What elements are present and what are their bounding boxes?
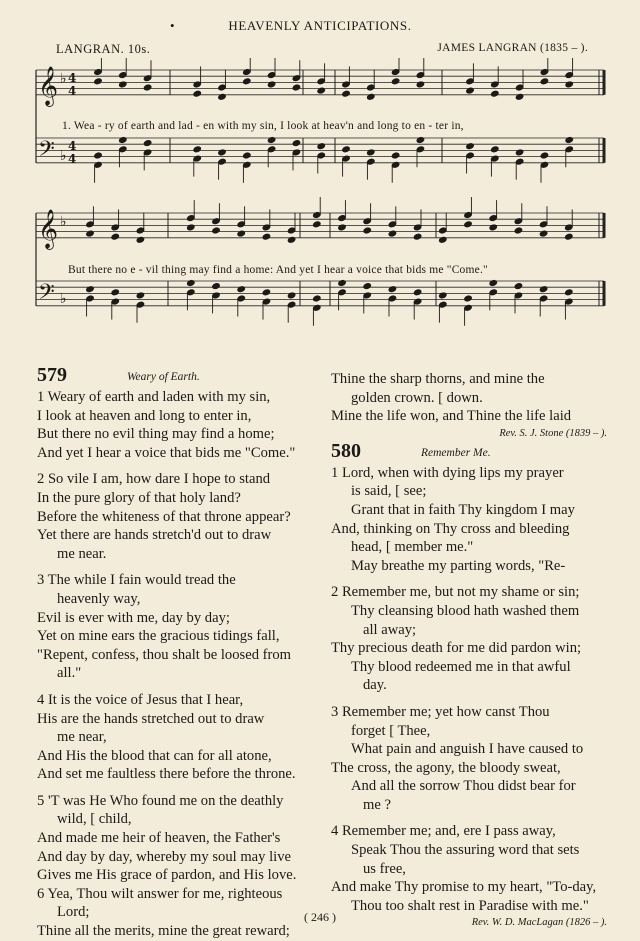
note-head xyxy=(565,81,574,88)
flat-icon: ♭ xyxy=(60,148,67,164)
note-head xyxy=(564,289,573,296)
note-head xyxy=(413,233,422,240)
verse-line: forget [ Thee, xyxy=(351,722,431,739)
verse-line: wild, [ child, xyxy=(57,811,132,828)
note-head xyxy=(136,236,145,243)
note-head xyxy=(413,289,422,296)
note-head xyxy=(489,279,498,286)
verse-line: me ? xyxy=(363,796,391,813)
hymn-579 xyxy=(37,366,319,941)
verse-line: Thy cleansing blood hath washed them xyxy=(351,602,580,619)
note-head xyxy=(464,221,473,228)
verse-line: all away; xyxy=(363,621,417,638)
note-head xyxy=(342,90,351,97)
tune-name: LANGRAN. 10s. xyxy=(56,42,151,56)
note-head xyxy=(292,84,301,91)
note-head xyxy=(237,285,246,292)
note-head xyxy=(94,78,103,85)
note-head xyxy=(237,230,246,237)
note-head xyxy=(539,230,548,237)
note-head xyxy=(416,81,425,88)
note-head xyxy=(366,149,375,156)
verse-line: Yet there are hands stretch'd out to draw xyxy=(37,527,272,544)
note-head xyxy=(363,282,372,289)
hymn-580-stanza-4 xyxy=(331,822,613,915)
note-head xyxy=(212,227,221,234)
time-signature-icon: 4 xyxy=(68,71,77,85)
verse-line: day. xyxy=(363,677,387,694)
hymn-580-credit: Rev. W. D. MacLagan (1826 – ). xyxy=(471,917,607,929)
verse-line: Thy precious death for me did pardon win; xyxy=(331,640,582,657)
verse-line: And, thinking on Thy cross and bleeding xyxy=(331,520,570,537)
time-signature-icon: 4 xyxy=(68,84,77,98)
note-head xyxy=(514,282,523,289)
hymn-579-title: Weary of Earth. xyxy=(127,371,200,383)
verse-line: His are the hands stretched out to draw xyxy=(37,710,265,727)
verse-line: 4 It is the voice of Jesus that I hear, xyxy=(37,691,244,708)
hymn-579-stanza-5 xyxy=(37,792,319,885)
treble-clef-icon: 𝄞 xyxy=(38,66,59,106)
tune-composer: JAMES LANGRAN (1835 – ). xyxy=(437,42,588,54)
hymn-580-number: 580 xyxy=(331,439,361,462)
verse-line: 1 Lord, when with dying lips my prayer xyxy=(331,464,564,481)
verse-line: head, [ member me." xyxy=(351,539,474,556)
verse-line: I look at heaven and long to enter in, xyxy=(37,407,252,424)
verse-line: Thine all the merits, mine the great reward; xyxy=(37,923,290,940)
verse-line: Grant that in faith Thy kingdom I may xyxy=(351,501,575,518)
verse-line: May breathe my parting words, "Re- xyxy=(351,557,566,574)
page-number: ( 246 ) xyxy=(304,910,336,924)
note-head xyxy=(86,285,95,292)
note-head xyxy=(218,93,227,100)
note-head xyxy=(86,230,95,237)
verse-line: Gives me His grace of pardon, and His love. xyxy=(37,867,297,884)
verse-line: me near, xyxy=(57,729,107,746)
note-head xyxy=(490,90,499,97)
verse-line: 1 Weary of earth and laden with my sin, xyxy=(37,389,271,405)
verse-line: And make Thy promise to my heart, "To-day, xyxy=(331,879,597,896)
note-head xyxy=(515,93,524,100)
verse-line: Speak Thou the assuring word that sets xyxy=(351,842,580,859)
verse-line: And set me faultless there before the throne. xyxy=(37,766,296,783)
hymn-579-stanza-2 xyxy=(37,470,319,563)
hymn-580-heading xyxy=(331,439,613,464)
hymn-579-stanza-4 xyxy=(37,691,319,784)
verse-line: 2 Remember me, but not my shame or sin; xyxy=(331,584,580,601)
verse-line: Evil is ever with me, day by day; xyxy=(37,609,230,626)
verse-line: The cross, the agony, the bloody sweat, xyxy=(331,759,561,776)
note-head xyxy=(193,90,202,97)
verse-line: And day by day, whereby my soul may live xyxy=(37,848,291,865)
verse-line: And yet I hear a voice that bids me "Come." xyxy=(37,444,296,461)
verse-line: me near. xyxy=(57,545,107,562)
note-head xyxy=(111,233,120,240)
verse-line: golden crown. [ down. xyxy=(351,389,483,406)
hymn-579-stanza-3 xyxy=(37,571,319,683)
score-lyrics-line-2: But there no e - vil thing may find a home: And yet I hear a voice that bids me "Come." xyxy=(68,264,488,276)
note-head xyxy=(118,81,127,88)
note-head xyxy=(242,78,251,85)
verse-line: Yet on mine ears the gracious tidings fall, xyxy=(37,628,280,645)
bass-clef-icon: 𝄢 xyxy=(38,137,55,167)
verse-line: And His the blood that can for all atone, xyxy=(37,747,272,764)
hymn-580-title: Remember Me. xyxy=(421,446,491,459)
note-head xyxy=(312,295,321,302)
note-head xyxy=(287,292,296,299)
hymn-579-number: 579 xyxy=(37,364,67,386)
note-head xyxy=(342,146,351,153)
verse-line: And all the sorrow Thou didst bear for xyxy=(351,778,576,795)
hymn-579-heading xyxy=(37,366,319,388)
verse-line: all." xyxy=(57,665,82,682)
flat-icon: ♭ xyxy=(60,71,67,87)
verse-line: Lord; xyxy=(57,904,90,921)
note-head xyxy=(292,139,301,146)
head-mark: • xyxy=(170,18,176,33)
note-head xyxy=(514,227,523,234)
verse-line: 6 Yea, Thou wilt answer for me, righteous xyxy=(37,885,283,902)
note-head xyxy=(366,93,375,100)
verse-line: Mine the life won, and Thine the life laid xyxy=(331,408,572,425)
verse-line: Thou too shalt rest in Paradise with me." xyxy=(351,897,589,914)
note-head xyxy=(540,78,549,85)
note-head xyxy=(363,227,372,234)
verse-line: is said, [ see; xyxy=(351,483,427,500)
note-head xyxy=(489,224,498,231)
verse-line: But there no evil thing may find a home; xyxy=(37,426,275,443)
note-head xyxy=(391,78,400,85)
hymn-580-stanza-3 xyxy=(331,703,613,815)
verse-line: "Repent, confess, thou shalt be loosed from xyxy=(37,646,292,663)
note-head xyxy=(262,289,271,296)
note-head xyxy=(111,289,120,296)
verse-line: 4 Remember me; and, ere I pass away, xyxy=(331,823,556,840)
note-head xyxy=(242,152,251,159)
verse-line: heavenly way, xyxy=(57,590,141,607)
note-head xyxy=(94,152,103,159)
note-head xyxy=(565,136,574,143)
hymn-580-stanza-1 xyxy=(331,464,613,576)
flat-icon: ♭ xyxy=(60,214,67,230)
flat-icon: ♭ xyxy=(60,291,67,307)
note-head xyxy=(564,233,573,240)
note-head xyxy=(438,292,447,299)
verse-line: In the pure glory of that holy land? xyxy=(37,489,241,506)
note-head xyxy=(262,233,271,240)
verse-line: Thy blood redeemed me in that awful xyxy=(351,658,571,675)
note-head xyxy=(515,149,524,156)
note-head xyxy=(287,236,296,243)
hymn-579-credit: Rev. S. J. Stone (1839 – ). xyxy=(499,427,607,439)
note-head xyxy=(317,142,326,149)
note-head xyxy=(338,224,347,231)
note-head xyxy=(186,279,195,286)
verse-line: 3 The while I fain would tread the xyxy=(37,572,236,589)
note-head xyxy=(388,230,397,237)
note-head xyxy=(540,152,549,159)
verse-line: us free, xyxy=(363,860,406,877)
verse-line: Before the whiteness of that throne appear? xyxy=(37,508,291,525)
note-head xyxy=(416,136,425,143)
verse-line: Thine the sharp thorns, and mine the xyxy=(331,371,545,387)
verse-line: 2 So vile I am, how dare I hope to stand xyxy=(37,471,271,488)
right-column xyxy=(331,370,613,931)
note-head xyxy=(464,295,473,302)
music-score xyxy=(0,58,640,358)
note-head xyxy=(539,285,548,292)
running-head-title: HEAVENLY ANTICIPATIONS. xyxy=(228,18,412,33)
verse-line: And made me heir of heaven, the Father's xyxy=(37,830,281,847)
score-lyrics-line-1: 1. Wea - ry of earth and lad - en with my sin, I look at heav'n and long to en - ter in, xyxy=(62,120,464,132)
note-head xyxy=(388,285,397,292)
note-head xyxy=(143,139,152,146)
hymn-579-continuation xyxy=(331,370,613,426)
time-signature-icon: 4 xyxy=(68,152,77,166)
note-head xyxy=(267,81,276,88)
hymn-580-stanza-2 xyxy=(331,583,613,695)
note-head xyxy=(338,279,347,286)
note-head xyxy=(391,152,400,159)
note-head xyxy=(186,224,195,231)
verse-line: What pain and anguish I have caused to xyxy=(351,741,584,758)
note-head xyxy=(466,142,475,149)
note-head xyxy=(118,136,127,143)
hymn-579-stanza-1 xyxy=(37,388,319,462)
note-head xyxy=(143,84,152,91)
verse-line: 3 Remember me; yet how canst Thou xyxy=(331,703,550,720)
time-signature-icon: 4 xyxy=(68,139,77,153)
note-head xyxy=(312,221,321,228)
note-head xyxy=(212,282,221,289)
note-head xyxy=(267,136,276,143)
note-head xyxy=(136,292,145,299)
treble-clef-icon: 𝄞 xyxy=(38,209,59,249)
note-head xyxy=(193,146,202,153)
note-head xyxy=(317,87,326,94)
note-head xyxy=(490,146,499,153)
note-head xyxy=(218,149,227,156)
note-head xyxy=(438,236,447,243)
verse-line: 5 'T was He Who found me on the deathly xyxy=(37,792,284,809)
bass-clef-icon: 𝄢 xyxy=(38,280,55,310)
note-head xyxy=(466,87,475,94)
running-head xyxy=(0,18,640,34)
